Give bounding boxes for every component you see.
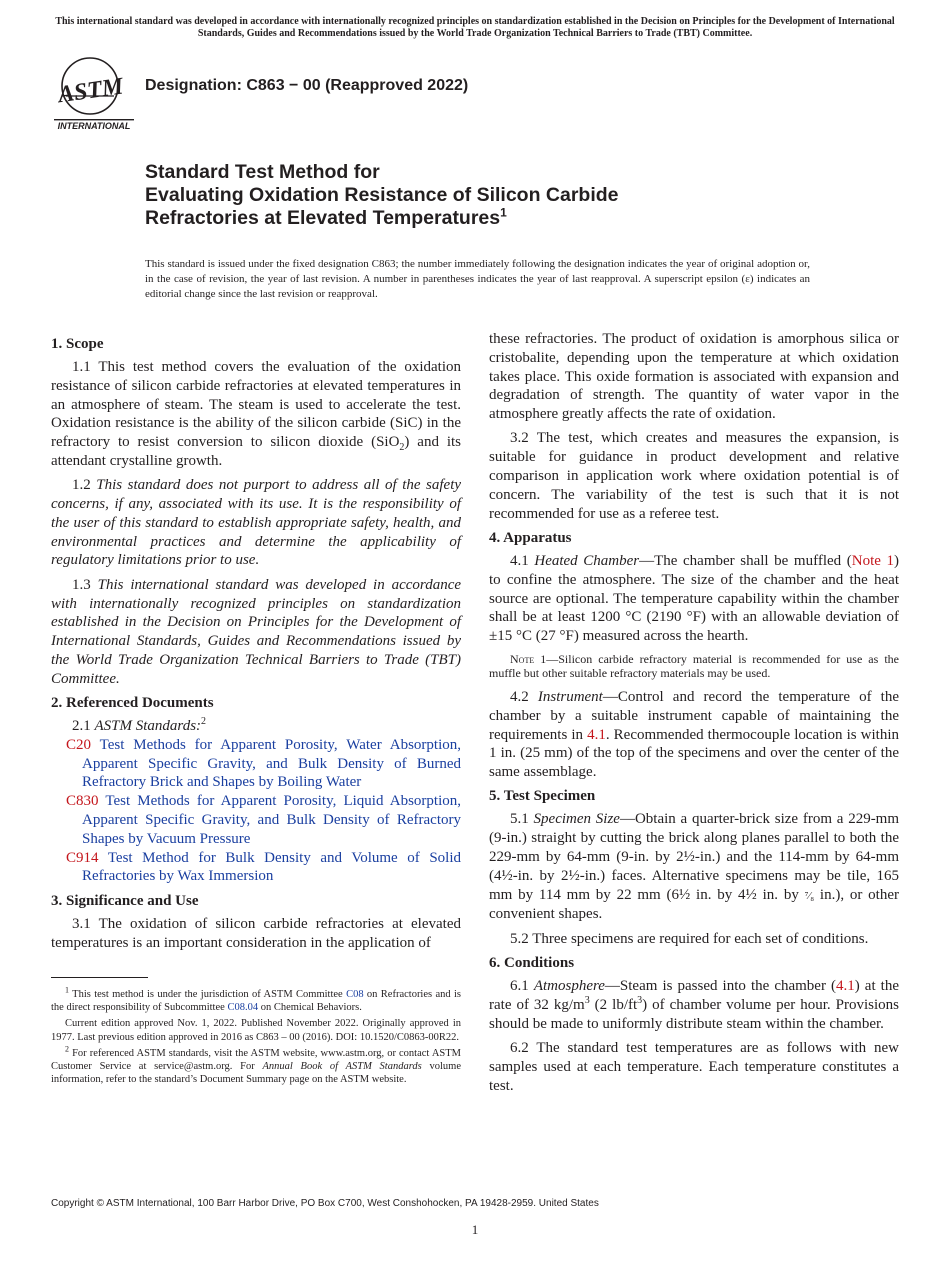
p6-1-number: 6.1 (510, 978, 534, 995)
title-line-1: Standard Test Method for (145, 161, 380, 183)
p4-2-text-a: —Control and record the temperature of the chamber by a suitable instrument capable of maintaining the requirements in (489, 688, 900, 743)
title-line-2: Evaluating Oxidation Resistance of Silicon Carbide (145, 184, 619, 206)
p6-1-term: Atmosphere (533, 978, 605, 995)
issue-note: This standard is issued under the fixed designation C863; the number immediately following the designation indicates the year of original adoption or, in the case of revision, the year of last revision. A number in parentheses indicates the year of last reapproval. A superscript epsilon (ε) indicates an editorial change since the last revision or reapproval. (145, 258, 810, 300)
section-heading-significance: 3. Significance and Use (51, 893, 199, 910)
astm-logo (52, 56, 136, 132)
paragraph-4-2 (489, 688, 899, 782)
paragraph-5-1 (489, 810, 899, 924)
p5-1-number: 5.1 (510, 811, 534, 828)
section-heading-scope: 1. Scope (51, 336, 104, 352)
p6-1-superscript: 3 (584, 994, 590, 1006)
paragraph-5-2: 5.2 Three specimens are required for each set of conditions. (510, 930, 869, 947)
p6-1-text-c: (2 lb/ft (589, 996, 638, 1013)
section-heading-conditions: 6. Conditions (489, 955, 575, 972)
top-notice: This international standard was developed in accordance with internationally recognized principles on standardization established in the Decision on Principles for the Development of International Standards, Guides and Recommendations issued by the World Trade Organization Technical Barriers to Trade (TBT) Committee. (55, 16, 895, 39)
reference-item[interactable] (51, 849, 461, 887)
p4-1-term: Heated Chamber (534, 552, 640, 569)
footnote-2-italic: Annual Book of ASTM Standards (262, 1061, 422, 1073)
title-line-3 (145, 207, 619, 230)
p1-1-text-b: ) and its attendant crystalline growth. (51, 434, 462, 469)
left-column (51, 330, 461, 958)
p4-2-text-b: . Recommended thermocouple location is within 1 in. (25 mm) of the top of the specimens and over the center of the same assemblage. (489, 726, 899, 781)
subcommittee-c08-04-link[interactable]: C08.04 (227, 1002, 259, 1014)
paragraph-2-1 (51, 717, 461, 736)
footnote-1-text-c: on Chemical Behaviors. (258, 1002, 362, 1014)
section-heading-test-specimen: 5. Test Specimen (489, 788, 596, 805)
paragraph-3-2: 3.2 The test, which creates and measures the expansion, is suitable for guidance in product development and relative comparison in application work where oxidation potential is of concern. The variability of the test is such that it is not recommended for use as a referee test. (489, 430, 899, 522)
p1-3-number: 1.3 (72, 576, 98, 593)
footnote-divider (51, 977, 148, 978)
p4-2-number: 4.2 (510, 688, 538, 705)
p1-2-number: 1.2 (72, 477, 97, 494)
footnote-2-text-b: volume information, refer to the standard’s Document Summary page on the ASTM website. (51, 1061, 461, 1086)
astm-logo-letters: ASTM (56, 73, 125, 109)
copyright-line: Copyright © ASTM International, 100 Barr Harbor Drive, PO Box C700, West Conshohocken, PA 19428-2959. United States (51, 1198, 599, 1209)
footnote-1 (51, 985, 461, 1014)
p4-1-text-a: —The chamber shall be muffled ( (639, 552, 852, 569)
title-footnote-mark: 1 (500, 205, 507, 220)
reference-item[interactable] (51, 792, 461, 848)
note-1-label: Note (510, 651, 535, 666)
reference-title-link[interactable]: Test Method for Bulk Density and Volume of Solid Refractories by Wax Immersion (82, 849, 462, 885)
p6-1-text-a: —Steam is passed into the chamber ( (604, 978, 837, 995)
right-column (489, 330, 899, 1101)
reference-title-link[interactable]: Test Methods for Apparent Porosity, Water Absorption, Apparent Specific Gravity, and Bulk Density of Burned Refractory Brick and Shapes by Boiling Water (82, 736, 461, 791)
fraction-seven-eighths: ⁷⁄₈ (804, 889, 815, 902)
designation: Designation: C863 − 00 (Reapproved 2022) (145, 77, 469, 94)
p2-1-text: ASTM Standards: (94, 718, 202, 735)
footnote-2-mark: 2 (65, 1044, 69, 1054)
p5-1-text-b: in.), or other convenient shapes. (489, 886, 900, 923)
paragraph-1-3 (51, 576, 461, 689)
p1-1-subscript: 2 (399, 442, 405, 454)
paragraph-3-1: 3.1 The oxidation of silicon carbide refractories at elevated temperatures is an important consideration in the application of (51, 916, 461, 952)
p2-1-footnote-mark: 2 (201, 716, 207, 728)
footnote-1-text-b: on Refractories and is the direct responsibility of Subcommittee (51, 989, 461, 1014)
paragraph-6-2: 6.2 The standard test temperatures are as follows with new samples used at each temperature. Each temperature constitutes a test. (489, 1039, 899, 1094)
paragraph-1-1 (51, 358, 461, 471)
footnote-1-text-a: This test method is under the jurisdiction of ASTM Committee (69, 989, 347, 1000)
section-4-1-link[interactable]: 4.1 (587, 726, 606, 743)
note-1 (489, 652, 899, 681)
reference-title-link[interactable]: Test Methods for Apparent Porosity, Liquid Absorption, Apparent Specific Gravity, and Bulk Density of Refractory Shapes by Vacuum Pressure (82, 793, 461, 847)
reference-code-link[interactable]: C914 (66, 849, 99, 866)
p4-1-text-b: ) to confine the atmosphere. The size of the chamber and the heat source are optional. The temperature capability within the chamber shall be at least 1200 °C (2190 °F) with an allowable deviation of ±15 °C (27 °F) measured across the hearth. (489, 552, 900, 645)
p2-1-number: 2.1 (72, 718, 95, 735)
paragraph-4-1 (489, 552, 899, 646)
p6-1-text-d: ) of chamber volume per hour. Provisions should be made to uniformly distribute steam within the chamber. (489, 996, 899, 1032)
footnotes (51, 985, 461, 1089)
p5-1-term: Specimen Size (533, 811, 620, 828)
paragraph-3-1-continued: these refractories. The product of oxidation is amorphous silica or cristobalite, depending upon the temperature at which oxidation takes place. This oxide formation is associated with expansion and degradation of strength. The quantity of water vapor in the atmosphere greatly affects the rate of oxidation. (489, 331, 899, 423)
p4-2-term: Instrument (537, 688, 603, 705)
note-1-text: 1—Silicon carbide refractory material is recommended for use as the muffle but other suitable refractory materials may be used. (489, 651, 899, 681)
paragraph-6-1 (489, 977, 899, 1033)
footnote-1-mark: 1 (65, 985, 69, 995)
astm-logo-subtitle: INTERNATIONAL (57, 121, 131, 131)
p1-2-text: This standard does not purport to address all of the safety concerns, if any, associated with its use. It is the responsibility of the user of this standard to establish appropriate safety, health, and environmental practices and determine the applicability of regulatory limitations prior to use. (51, 477, 462, 569)
section-heading-referenced-documents: 2. Referenced Documents (51, 695, 214, 712)
reference-item[interactable] (51, 736, 461, 792)
section-heading-apparatus: 4. Apparatus (489, 529, 572, 546)
p4-1-number: 4.1 (510, 552, 535, 569)
paragraph-1-2 (51, 476, 461, 570)
p6-1-superscript: 3 (637, 994, 643, 1006)
page-number: 1 (471, 1222, 479, 1237)
note-1-link[interactable]: Note 1 (851, 552, 895, 569)
footnote-2-text-a: For referenced ASTM standards, visit the ASTM website, www.astm.org, or contact ASTM Customer Service at service@astm.org. For (51, 1047, 461, 1073)
reference-code-link[interactable]: C830 (66, 793, 99, 810)
section-4-1-link[interactable]: 4.1 (836, 978, 855, 995)
reference-code-link[interactable]: C20 (66, 736, 92, 753)
p1-3-text: This international standard was developed in accordance with internationally recognized principles on standardization established in the Decision on Principles for the Development of International Standards, Guides and Recommendations issued by the World Trade Organization Technical Barriers to Trade (TBT) Committee. (51, 576, 462, 687)
title-line-3-text: Refractories at Elevated Temperatures (145, 207, 501, 229)
document-title (145, 161, 619, 230)
p1-1-text-a: 1.1 This test method covers the evaluation of the oxidation resistance of silicon carbide refractories at elevated temperatures in an atmosphere of steam. The steam is used to accelerate the test. Oxidation resistance is the ability of the silicon carbide (SiC) in the refractory to resist conversion to silicon dioxide (SiO (51, 359, 461, 451)
p5-1-text-a: —Obtain a quarter-brick size from a 229-mm (9-in.) straight by cutting the brick along planes parallel to both the 229-mm by 64-mm (9-in. by 2½-in.) and the 114-mm by 64-mm (4½-in. by 2½-in.) faces. Alternative specimens may be tile, 165 mm by 114 mm by 22 mm (6½ in. by 4½ in. by (489, 811, 900, 903)
committee-c08-link[interactable]: C08 (346, 989, 364, 1000)
p6-1-text-b: ) at the rate of 32 kg/m (489, 978, 900, 1013)
footnote-1-edition: Current edition approved Nov. 1, 2022. Published November 2022. Originally approved in 1977. Last previous edition approved in 2016 as C863 – 00 (2016). DOI: 10.1520/C0863-00R22. (51, 1018, 461, 1043)
footnote-2 (51, 1044, 461, 1087)
